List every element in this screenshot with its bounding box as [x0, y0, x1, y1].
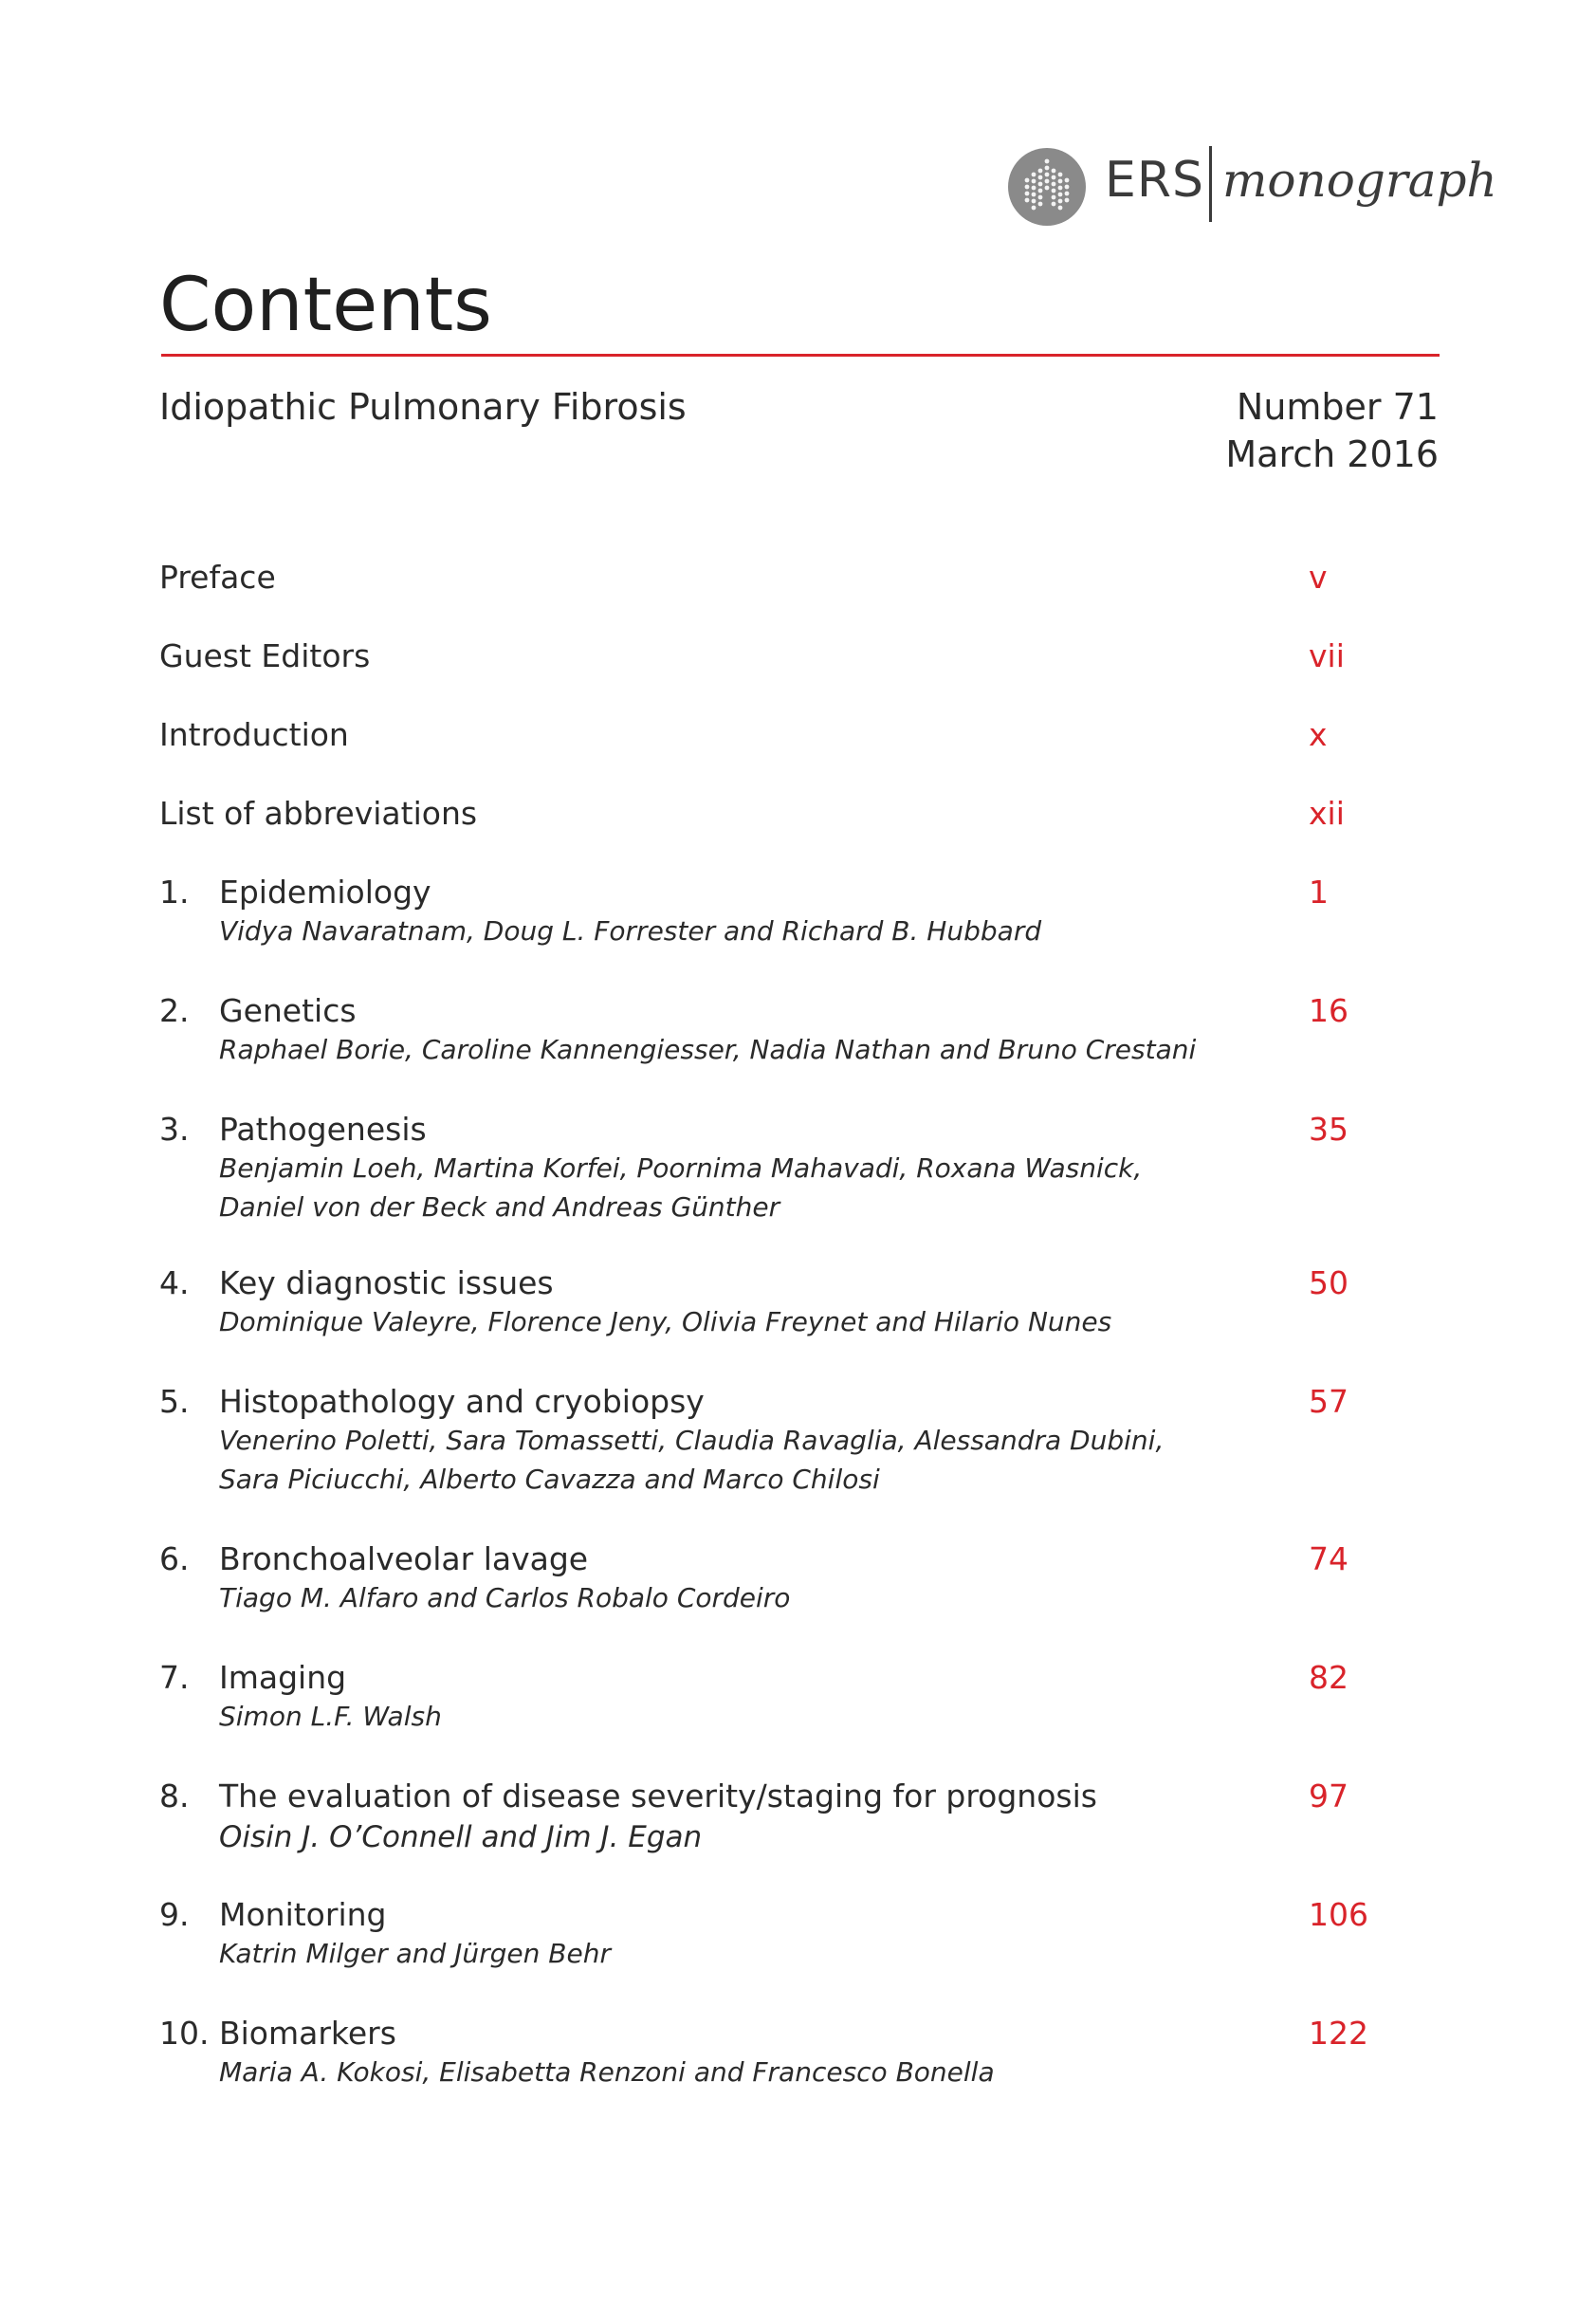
- lungs-dot-icon: [1008, 148, 1086, 226]
- chapter-authors: Dominique Valeyre, Florence Jeny, Olivia Freynet and Hilario Nunes: [219, 1306, 1112, 1337]
- chapter-title: Histopathology and cryobiopsy: [219, 1383, 705, 1420]
- chapter-number: 4.: [159, 1264, 190, 1301]
- chapter-title: Key diagnostic issues: [219, 1264, 554, 1301]
- toc-item-title: Guest Editors: [159, 637, 371, 674]
- issue-date: March 2016: [1225, 433, 1439, 475]
- chapter-authors: Benjamin Loeh, Martina Korfei, Poornima Mahavadi, Roxana Wasnick,: [219, 1152, 1143, 1184]
- chapter-page: 57: [1309, 1383, 1348, 1420]
- chapter-title: Bronchoalveolar lavage: [219, 1540, 589, 1577]
- chapter-title: Monitoring: [219, 1896, 387, 1933]
- chapter-authors: Vidya Navaratnam, Doug L. Forrester and Richard B. Hubbard: [219, 915, 1042, 947]
- toc-item-title: List of abbreviations: [159, 795, 478, 832]
- issue-number: Number 71: [1236, 386, 1439, 428]
- toc-item-page: xii: [1309, 795, 1345, 832]
- chapter-title: Epidemiology: [219, 874, 431, 911]
- chapter-authors: Oisin J. O’Connell and Jim J. Egan: [219, 1820, 703, 1854]
- chapter-title: Biomarkers: [219, 2015, 396, 2052]
- chapter-page: 97: [1309, 1778, 1348, 1814]
- chapter-authors: Maria A. Kokosi, Elisabetta Renzoni and Francesco Bonella: [219, 2056, 995, 2088]
- chapter-authors: Raphael Borie, Caroline Kannengiesser, Nadia Nathan and Bruno Crestani: [219, 1034, 1197, 1065]
- chapter-title: Pathogenesis: [219, 1111, 427, 1148]
- logo-product-text: monograph: [1222, 153, 1497, 208]
- logo-divider: [1209, 146, 1212, 222]
- chapter-page: 122: [1309, 2015, 1368, 2052]
- chapter-authors: Tiago M. Alfaro and Carlos Robalo Cordeiro: [219, 1582, 791, 1613]
- chapter-number: 9.: [159, 1896, 190, 1933]
- chapter-title: Genetics: [219, 992, 357, 1029]
- chapter-page: 16: [1309, 992, 1348, 1029]
- chapter-number: 8.: [159, 1778, 190, 1814]
- chapter-authors: Sara Piciucchi, Alberto Cavazza and Marco Chilosi: [219, 1464, 880, 1495]
- chapter-number: 10.: [159, 2015, 210, 2052]
- title-rule: [161, 354, 1440, 357]
- chapter-authors: Venerino Poletti, Sara Tomassetti, Claudia Ravaglia, Alessandra Dubini,: [219, 1425, 1165, 1456]
- toc-item-title: Introduction: [159, 716, 349, 753]
- chapter-number: 3.: [159, 1111, 190, 1148]
- chapter-page: 106: [1309, 1896, 1368, 1933]
- toc-item-page: vii: [1309, 637, 1345, 674]
- chapter-number: 2.: [159, 992, 190, 1029]
- chapter-authors: Katrin Milger and Jürgen Behr: [219, 1938, 611, 1969]
- chapter-page: 82: [1309, 1659, 1348, 1696]
- chapter-number: 1.: [159, 874, 190, 911]
- chapter-page: 35: [1309, 1111, 1348, 1148]
- chapter-page: 50: [1309, 1264, 1348, 1301]
- chapter-page: 74: [1309, 1540, 1348, 1577]
- monograph-subtitle: Idiopathic Pulmonary Fibrosis: [159, 386, 687, 428]
- chapter-number: 7.: [159, 1659, 190, 1696]
- chapter-number: 5.: [159, 1383, 190, 1420]
- toc-item-title: Preface: [159, 559, 276, 596]
- issue-info: [1225, 383, 1439, 478]
- toc-item-page: v: [1309, 559, 1328, 596]
- chapter-title: The evaluation of disease severity/staging for prognosis: [219, 1778, 1097, 1814]
- chapter-page: 1: [1309, 874, 1329, 911]
- chapter-number: 6.: [159, 1540, 190, 1577]
- chapter-title: Imaging: [219, 1659, 347, 1696]
- chapter-authors: Daniel von der Beck and Andreas Günther: [219, 1191, 780, 1223]
- ers-monograph-logo: [1008, 144, 1497, 230]
- logo-brand-text: ERS: [1105, 152, 1204, 209]
- toc-item-page: x: [1309, 716, 1328, 753]
- page-title: Contents: [159, 263, 492, 348]
- chapter-authors: Simon L.F. Walsh: [219, 1701, 442, 1732]
